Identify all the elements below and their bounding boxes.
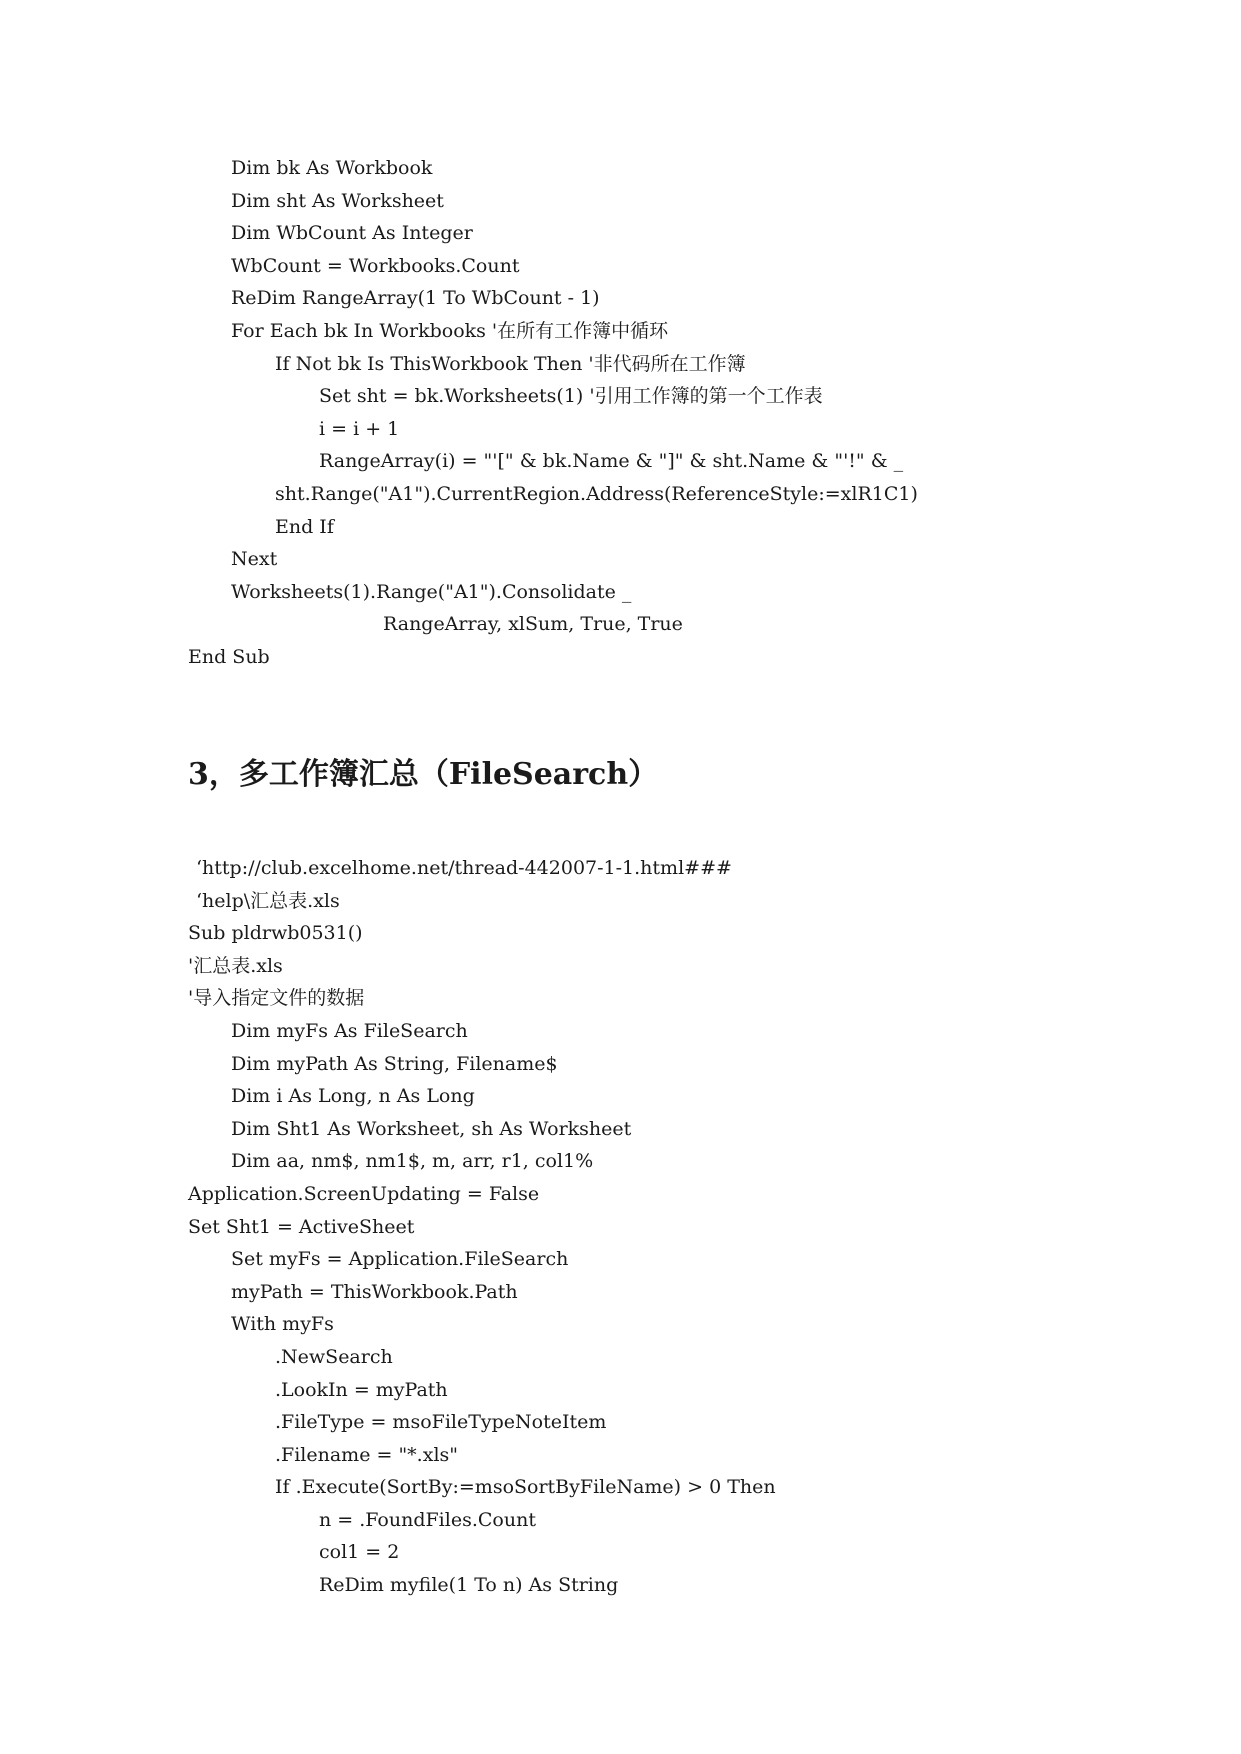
code-line: If Not bk Is ThisWorkbook Then '非代码所在工作簿 [275,352,746,375]
code-line: .FileType = msoFileTypeNoteItem [275,1411,607,1434]
code-line: '导入指定文件的数据 [188,987,365,1010]
code-line: Set Sht1 = ActiveSheet [188,1215,415,1238]
code-line: Dim bk As Workbook [231,157,433,179]
code-line: i = i + 1 [319,417,400,440]
code-line: Set sht = bk.Worksheets(1) '引用工作簿的第一个工作表 [319,385,823,408]
code-line: myPath = ThisWorkbook.Path [231,1280,518,1303]
code-line: .Filename = "*.xls" [275,1443,459,1466]
section-heading: 3，多工作簿汇总（FileSearch） [188,757,659,792]
code-block-filesearch [188,852,1188,1602]
code-line: ReDim myfile(1 To n) As String [319,1574,619,1597]
code-line: Worksheets(1).Range("A1").Consolidate _ [231,580,632,603]
code-line: End Sub [188,645,270,668]
code-line: .LookIn = myPath [275,1378,448,1401]
code-line: Application.ScreenUpdating = False [188,1182,540,1205]
code-line: .NewSearch [275,1345,393,1368]
code-line: ReDim RangeArray(1 To WbCount - 1) [231,287,600,310]
code-line: Dim WbCount As Integer [231,222,473,245]
code-line: Next [231,548,278,571]
code-line: Dim myPath As String, Filename$ [231,1052,558,1075]
code-line: RangeArray, xlSum, True, True [383,613,683,636]
code-line: Sub pldrwb0531() [188,922,363,945]
code-block-consolidate [188,152,1188,674]
code-line: ‘http://club.excelhome.net/thread-442007-1-1.html### [196,857,732,879]
code-line: sht.Range("A1").CurrentRegion.Address(ReferenceStyle:=xlR1C1) [275,482,918,505]
code-line: If .Execute(SortBy:=msoSortByFileName) > 0 Then [275,1476,776,1499]
code-line: WbCount = Workbooks.Count [231,254,520,277]
code-line: col1 = 2 [319,1541,400,1564]
code-line: End If [275,515,334,538]
code-line: Dim aa, nm$, nm1$, m, arr, r1, col1% [231,1150,594,1173]
code-line: Dim myFs As FileSearch [231,1019,468,1042]
code-line: Dim sht As Worksheet [231,189,444,212]
code-line: With myFs [231,1313,334,1336]
code-line: For Each bk In Workbooks '在所有工作簿中循环 [231,319,669,342]
code-line: '汇总表.xls [188,954,283,977]
code-line: Dim Sht1 As Worksheet, sh As Worksheet [231,1117,632,1140]
code-line: Set myFs = Application.FileSearch [231,1248,569,1271]
code-line: Dim i As Long, n As Long [231,1085,475,1108]
code-line: n = .FoundFiles.Count [319,1508,536,1531]
code-line: RangeArray(i) = "'[" & bk.Name & "]" & sht.Name & "'!" & _ [319,450,904,473]
code-line: ‘help\汇总表.xls [196,889,340,912]
